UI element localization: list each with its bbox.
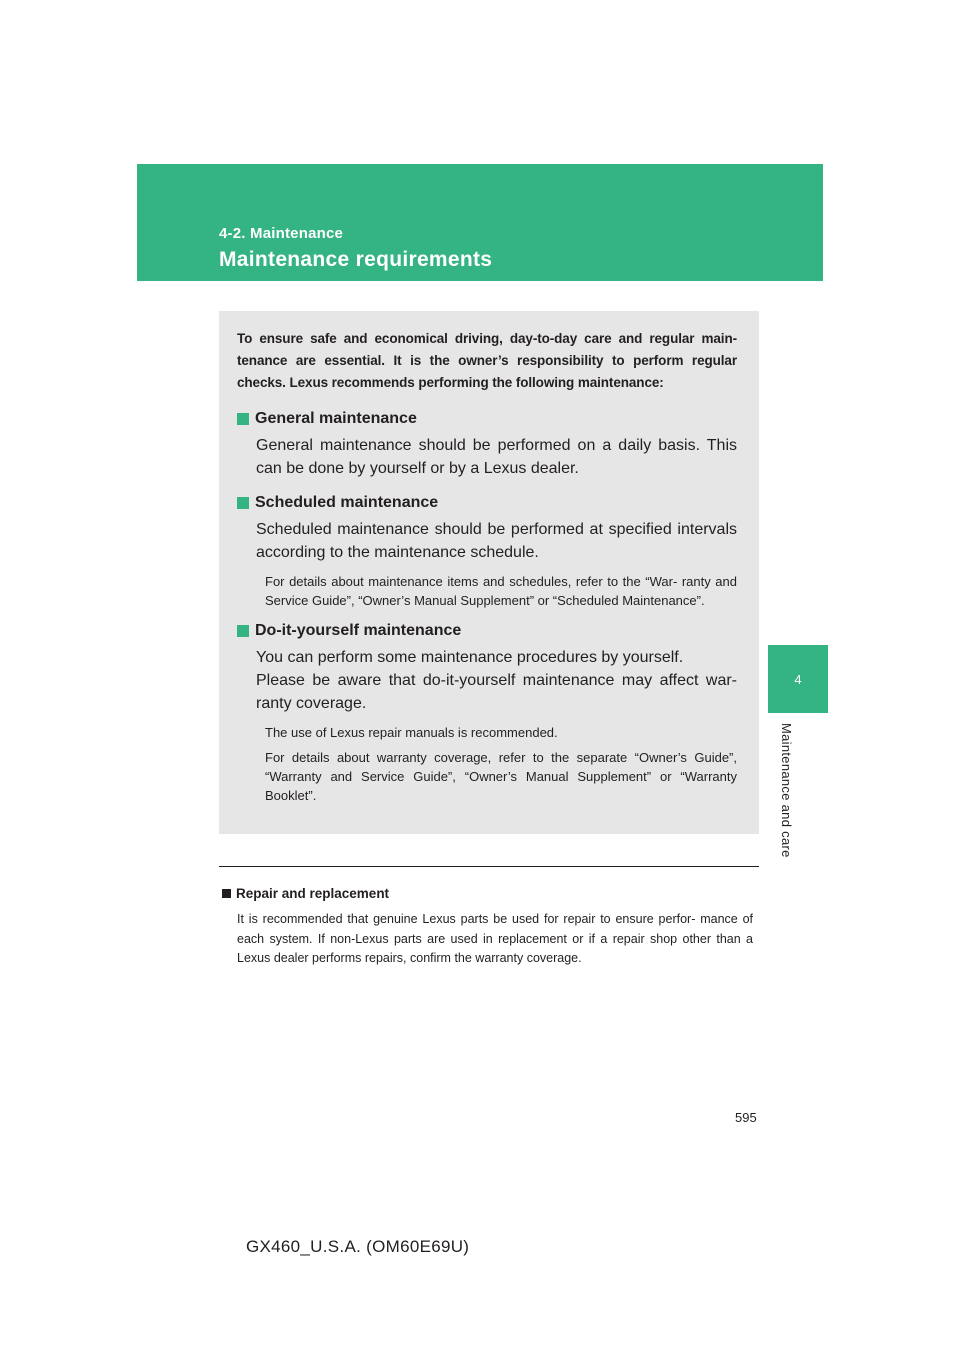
section-label: 4-2. Maintenance bbox=[219, 225, 344, 242]
diy-maintenance-title: Do-it-yourself maintenance bbox=[255, 622, 462, 639]
scheduled-maintenance-note: For details about maintenance items and schedules, refer to the “War- ranty and Service Guide”, “Owner’s Manual Supplement” or “Scheduled Maintenance”. bbox=[265, 574, 737, 608]
repair-heading-label: Repair and replacement bbox=[236, 886, 390, 901]
repair-text: It is recommended that genuine Lexus parts be used for repair to ensure perfor- mance of each system. If non-Lexus parts are used in replacement or if a repair shop other than a Lexus dealer performs repairs, confirm the warranty coverage. bbox=[237, 912, 753, 965]
square-bullet-icon bbox=[237, 497, 249, 509]
divider-line bbox=[219, 866, 759, 867]
intro-text: To ensure safe and economical driving, day-to-day care and regular main- tenance are essential. It is the owner’s responsibility to perform regular checks. Lexus recommends performing the following maintenance: bbox=[237, 331, 737, 390]
diy-maintenance-heading bbox=[237, 620, 737, 642]
chapter-tab bbox=[768, 645, 828, 713]
repair-heading bbox=[222, 886, 389, 901]
diy-maintenance-note-2: For details about warranty coverage, refer to the separate “Owner’s Guide”, “Warranty and Service Guide”, “Owner’s Manual Supplement” or “Warranty Booklet”. bbox=[265, 750, 737, 803]
scheduled-maintenance-body: Scheduled maintenance should be performed at specified intervals according to the maintenance schedule. bbox=[256, 521, 737, 561]
chapter-side-label: Maintenance and care bbox=[779, 723, 794, 858]
scheduled-maintenance-title: Scheduled maintenance bbox=[255, 494, 439, 511]
diy-maintenance-body-1: You can perform some maintenance procedures by yourself. bbox=[256, 649, 684, 666]
page-number: 595 bbox=[735, 1110, 757, 1125]
footer-code: GX460_U.S.A. (OM60E69U) bbox=[246, 1237, 470, 1256]
diy-maintenance-body-2: Please be aware that do-it-yourself maintenance may affect war- ranty coverage. bbox=[256, 672, 737, 712]
general-maintenance-heading bbox=[237, 408, 737, 430]
general-maintenance-title: General maintenance bbox=[255, 410, 417, 427]
square-bullet-icon bbox=[222, 889, 231, 898]
scheduled-maintenance-heading bbox=[237, 492, 737, 514]
maintenance-info-box bbox=[219, 311, 759, 834]
square-bullet-icon bbox=[237, 625, 249, 637]
general-maintenance-body: General maintenance should be performed on a daily basis. This can be done by yourself or by a Lexus dealer. bbox=[256, 437, 737, 477]
page-title: Maintenance requirements bbox=[219, 248, 493, 271]
square-bullet-icon bbox=[237, 413, 249, 425]
diy-maintenance-note-1: The use of Lexus repair manuals is recommended. bbox=[265, 725, 558, 740]
chapter-number: 4 bbox=[794, 671, 802, 687]
